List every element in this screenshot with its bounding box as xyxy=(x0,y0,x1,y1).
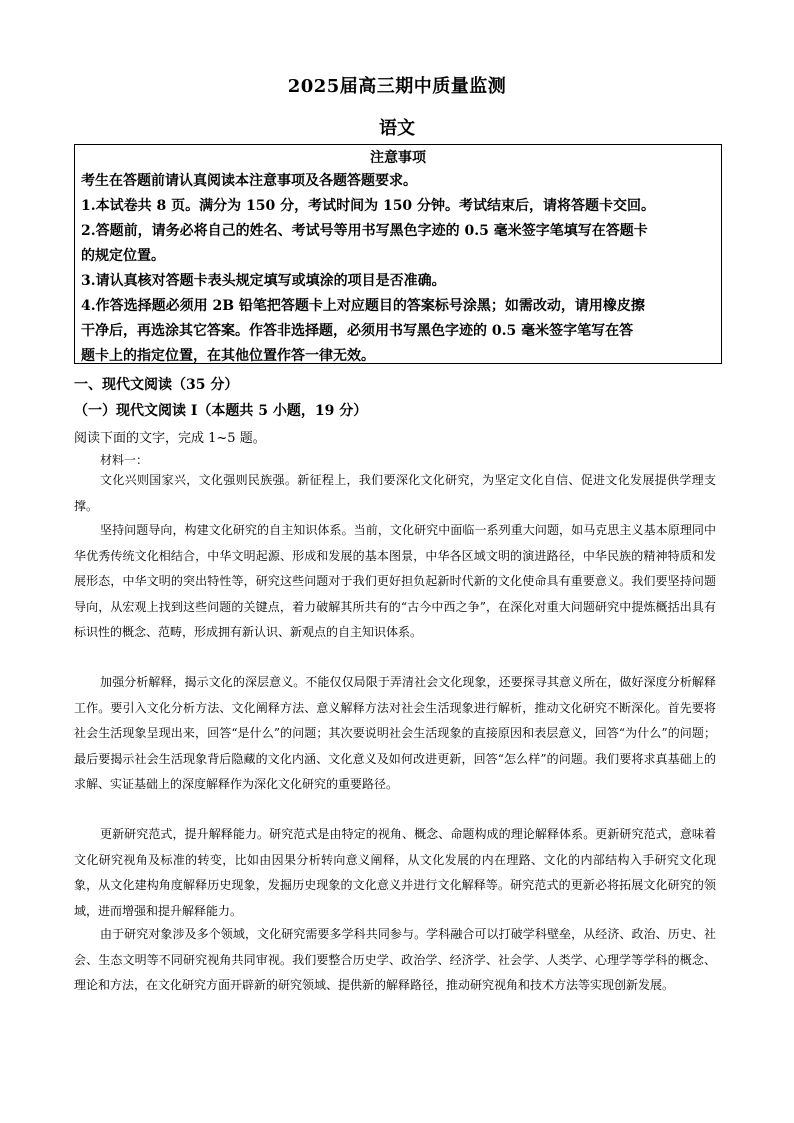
paragraph: 坚持问题导向，构建文化研究的自主知识体系。当前，文化研究中面临一系列重大问题，如马克思主义基本原理同中华优秀传统文化相结合，中华文明起源、形成和发展的基本图景，中华各区域文明的演进路径，中华民族的精神特质和发展形态，中华文明的突出特性等，研究这些问题对于我们更好担负起新时代新的文化使命具有重要意义。我们要坚持问题导向，从宏观上找到这些问题的关键点，着力破解其所共有的“古今中西之争”，在深化对重大问题研究中提炼概括出具有标识性的概念、范畴，形成拥有新认识、新观点的自主知识体系。 xyxy=(74,523,716,640)
notice-line: 2.答题前，请务必将自己的姓名、考试号等用书写黑色字迹的 0.5 毫米签字笔填写在答题卡 xyxy=(81,223,648,239)
paragraph: 加强分析解释，揭示文化的深层意义。不能仅仅局限于弄清社会文化现象，还要探寻其意义所在，做好深度分析解释工作。要引入文化分析方法、文化阐释方法、意义解释方法对社会生活现象进行解析，推动文化研究不断深化。首先要将社会生活现象呈现出来，回答“是什么”的问题；其次要说明社会生活现象的直接原因和表层意义，回答“为什么”的问题；最后要揭示社会生活现象背后隐藏的文化内涵、文化意义及如何改进更新，回答“怎么样”的问题。我们要将求真基础上的求解、实证基础上的深度解释作为深化文化研究的重要路径。 xyxy=(74,675,716,792)
section-heading: 一、现代文阅读（35 分） xyxy=(74,377,239,393)
notice-line: 干净后，再选涂其它答案。作答非选择题，必须用书写黑色字迹的 0.5 毫米签字笔写在答 xyxy=(81,323,634,339)
notice-box xyxy=(74,144,722,364)
reading-instruction: 阅读下面的文字，完成 1~5 题。 xyxy=(74,431,266,446)
paragraph: 由于研究对象涉及多个领域，文化研究需要多学科共同参与。学科融合可以打破学科壁垒，从经济、政治、历史、社会、生态文明等不同研究视角共同审视。我们要整合历史学、政治学、经济学、社会学、人类学、心理学等学科的概念、理论和方法，在文化研究方面开辟新的研究领域、提供新的解释路径，推动研究视角和技术方法等实现创新发展。 xyxy=(74,927,716,993)
material-label: 材料一： xyxy=(100,453,149,467)
notice-line: 1.本试卷共 8 页。满分为 150 分，考试时间为 150 分钟。考试结束后，请将答题卡交回。 xyxy=(81,198,656,214)
subject-title: 语文 xyxy=(379,118,415,139)
notice-line: 题卡上的指定位置，在其他位置作答一律无效。 xyxy=(81,348,375,364)
notice-line: 3.请认真核对答题卡表头规定填写或填涂的项目是否准确。 xyxy=(81,273,446,289)
notice-line: 4.作答选择题必须用 2B 铅笔把答题卡上对应题目的答案标号涂黑；如需改动，请用橡皮擦 xyxy=(81,298,645,314)
notice-line: 考生在答题前请认真阅读本注意事项及各题答题要求。 xyxy=(81,173,417,189)
notice-line: 的规定位置。 xyxy=(81,248,165,264)
exam-title: 2025届高三期中质量监测 xyxy=(287,76,507,97)
subsection-heading: （一）现代文阅读 I（本题共 5 小题，19 分） xyxy=(74,403,368,419)
notice-heading: 注意事项 xyxy=(370,150,426,166)
paragraph: 文化兴则国家兴，文化强则民族强。新征程上，我们要深化文化研究，为坚定文化自信、促进文化发展提供学理支撑。 xyxy=(74,473,716,513)
paragraph: 更新研究范式，提升解释能力。研究范式是由特定的视角、概念、命题构成的理论解释体系。更新研究范式，意味着文化研究视角及标准的转变，比如由因果分析转向意义阐释，从文化发展的内在理路、文化的内部结构入手研究文化现象，从文化建构角度解释历史现象，发掘历史现象的文化意义并进行文化解释等。研究范式的更新必将拓展文化研究的领域，进而增强和提升解释能力。 xyxy=(74,827,716,918)
